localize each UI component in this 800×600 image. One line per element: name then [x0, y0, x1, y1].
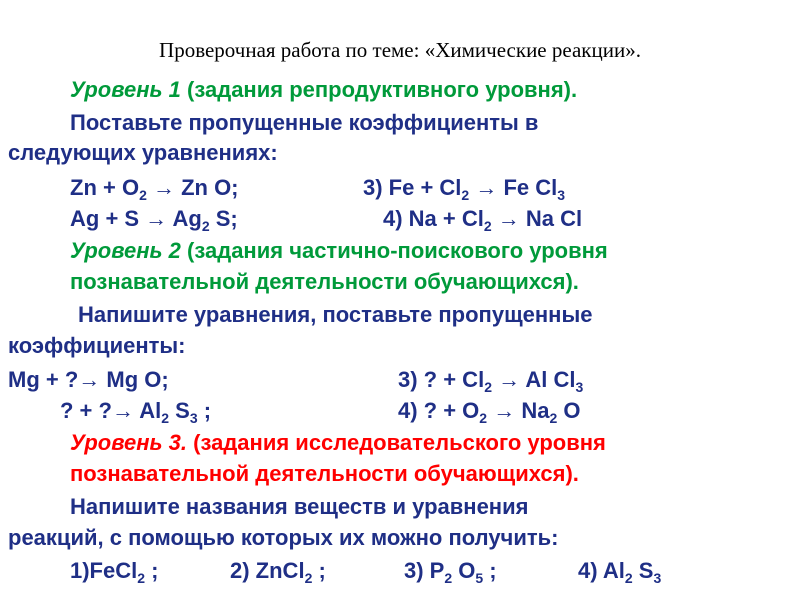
- level2-label: Уровень 2: [70, 238, 181, 263]
- level2-equation-2: ? + ?→ $Al_2$ $S_3$ ;: [60, 398, 212, 426]
- page-title: Проверочная работа по теме: «Химические реакции».: [159, 38, 641, 62]
- level1-instruction-line2: следующих уравнениях:: [8, 140, 278, 165]
- level2-instruction-line2: коэффициенты:: [8, 333, 186, 358]
- level1-label: Уровень 1: [70, 77, 181, 102]
- level2-heading: [70, 237, 608, 265]
- level1-instruction-line1: Поставьте пропущенные коэффициенты в: [70, 110, 539, 135]
- level3-heading: [70, 429, 606, 457]
- level2-equation-4: 4) ? + $O_2 \to Na_2$ O: [398, 398, 581, 426]
- level3-item-4: 4) $Al_2$ $S_3$: [578, 558, 662, 586]
- level2-instruction-line1: Напишите уравнения, поставьте пропущенные: [78, 302, 593, 327]
- level3-description: (задания исследовательского уровня: [187, 430, 606, 455]
- level1-equation-4: 4) $Na + Cl_2 \to Na$ Cl: [383, 206, 583, 234]
- level1-equation-2: $Ag + S \to Ag_2$ S;: [70, 206, 238, 234]
- level3-instruction-line1: Напишите названия веществ и уравнения: [70, 494, 529, 519]
- level1-equation-3: 3) $Fe + Cl_2 \to Fe$ $Cl_3$: [363, 175, 566, 203]
- level3-heading-line2: познавательной деятельности обучающихся).: [70, 461, 579, 486]
- level1-heading: [70, 76, 577, 104]
- level3-instruction-line2: реакций, с помощью которых их можно получить:: [8, 525, 559, 550]
- level1-description: (задания репродуктивного уровня).: [180, 77, 578, 102]
- level1-equation-1: $Zn + O_2 \to Zn$ O;: [70, 175, 239, 203]
- level2-equation-1: Mg + ?→ Mg O;: [8, 367, 169, 392]
- level3-item-3: 3) $P_2$ $O_5$ ;: [404, 558, 497, 586]
- level3-item-1: 1)FeCl$_2$ ;: [70, 558, 159, 586]
- level3-label: Уровень 3.: [70, 430, 188, 455]
- level2-equation-3: 3) ? + $Cl_2 \to Al$ $Cl_3$: [398, 367, 584, 395]
- level3-item-2: 2) ZnCl$_2$ ;: [230, 558, 326, 586]
- level2-heading-line2: познавательной деятельности обучающихся).: [70, 269, 579, 294]
- level2-description: (задания частично-поискового уровня: [180, 238, 608, 263]
